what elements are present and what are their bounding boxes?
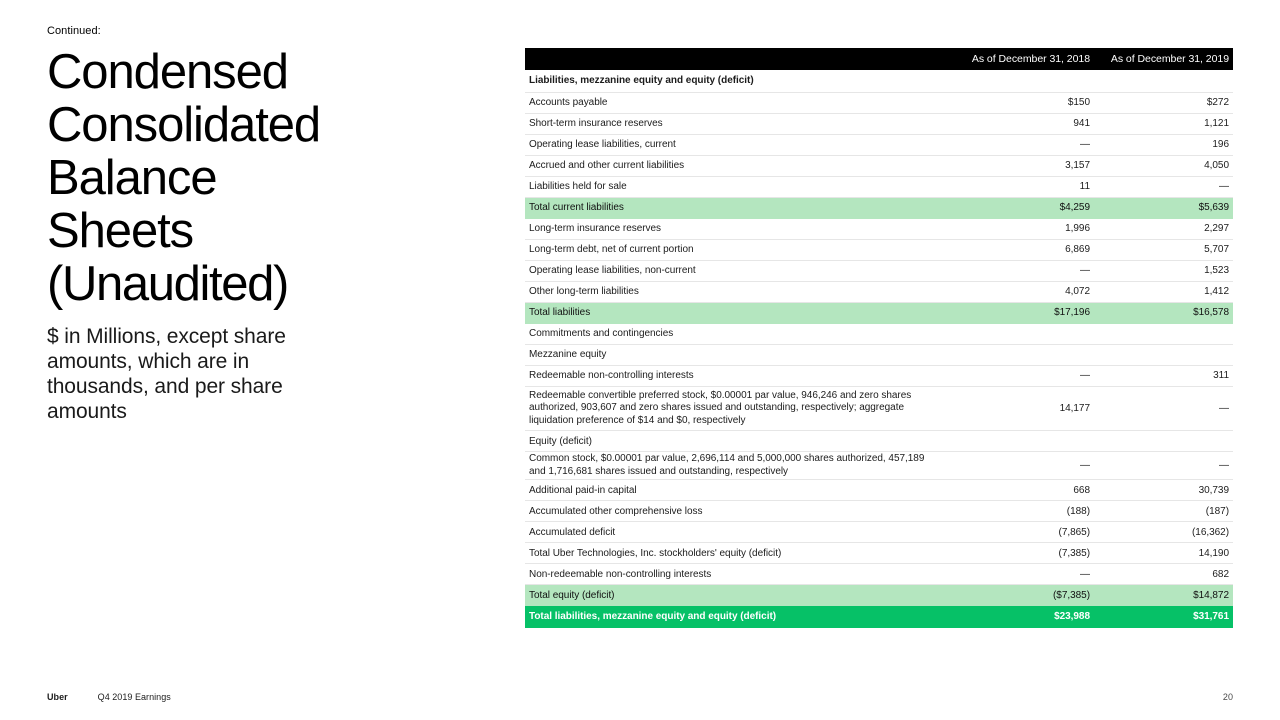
- row-label: Long-term insurance reserves: [525, 218, 955, 239]
- row-label: Liabilities, mezzanine equity and equity (deficit): [525, 70, 955, 92]
- table-row: [525, 239, 1233, 260]
- row-value-2018: —: [955, 260, 1094, 281]
- units-note: $ in Millions, except share amounts, which are in thousands, and per share amounts: [47, 325, 286, 423]
- row-label: Commitments and contingencies: [525, 323, 955, 344]
- row-label: Equity (deficit): [525, 431, 955, 452]
- table-row: [525, 218, 1233, 239]
- row-value-2019: (187): [1094, 501, 1233, 522]
- slide-footer: [47, 692, 1233, 702]
- row-value-2019: 4,050: [1094, 155, 1233, 176]
- row-label: Total current liabilities: [525, 197, 955, 218]
- table-row: [525, 260, 1233, 281]
- table-row: [525, 585, 1233, 606]
- table-row: [525, 176, 1233, 197]
- row-value-2019: $31,761: [1094, 606, 1233, 628]
- row-value-2018: ($7,385): [955, 585, 1094, 606]
- row-value-2019: 1,412: [1094, 281, 1233, 302]
- row-label: Accrued and other current liabilities: [525, 155, 955, 176]
- row-label: Total Uber Technologies, Inc. stockholders' equity (deficit): [525, 543, 955, 564]
- table-row: [525, 113, 1233, 134]
- row-value-2018: 941: [955, 113, 1094, 134]
- row-value-2018: 14,177: [955, 386, 1094, 431]
- row-value-2018: [955, 323, 1094, 344]
- table-header-row: [525, 48, 1233, 70]
- balance-sheet-table-container: [525, 48, 1233, 628]
- table-body: [525, 70, 1233, 628]
- title-line-3: Balance: [47, 151, 217, 205]
- row-value-2019: 5,707: [1094, 239, 1233, 260]
- row-value-2018: 6,869: [955, 239, 1094, 260]
- row-label: Common stock, $0.00001 par value, 2,696,114 and 5,000,000 shares authorized, 457,189 and 1,716,681 shares issued and outstanding, respectively: [525, 452, 955, 480]
- row-value-2018: —: [955, 452, 1094, 480]
- footer-brand: Uber: [47, 692, 68, 702]
- table-row: [525, 431, 1233, 452]
- table-row: [525, 365, 1233, 386]
- row-label: Accounts payable: [525, 92, 955, 113]
- table-row: [525, 197, 1233, 218]
- row-value-2019: —: [1094, 452, 1233, 480]
- row-value-2018: —: [955, 365, 1094, 386]
- table-row: [525, 344, 1233, 365]
- row-value-2019: $272: [1094, 92, 1233, 113]
- row-label: Short-term insurance reserves: [525, 113, 955, 134]
- row-value-2018: [955, 70, 1094, 92]
- row-value-2019: 1,121: [1094, 113, 1233, 134]
- row-label: Total equity (deficit): [525, 585, 955, 606]
- row-value-2019: 311: [1094, 365, 1233, 386]
- row-value-2018: 1,996: [955, 218, 1094, 239]
- row-label: Redeemable convertible preferred stock, $0.00001 par value, 946,246 and zero shares authorized, 903,607 and zero shares issued and outstanding, respectively; aggregate liquidation preference of $14 and $0, respectively: [525, 386, 955, 431]
- row-value-2018: 4,072: [955, 281, 1094, 302]
- table-row: [525, 543, 1233, 564]
- row-value-2019: 1,523: [1094, 260, 1233, 281]
- column-header-2019: As of December 31, 2019: [1094, 48, 1233, 70]
- row-value-2018: $17,196: [955, 302, 1094, 323]
- table-row: [525, 70, 1233, 92]
- row-value-2019: [1094, 70, 1233, 92]
- row-label: Total liabilities, mezzanine equity and equity (deficit): [525, 606, 955, 628]
- row-value-2019: —: [1094, 386, 1233, 431]
- row-value-2019: [1094, 344, 1233, 365]
- page-number: 20: [1222, 692, 1233, 702]
- row-value-2019: 2,297: [1094, 218, 1233, 239]
- row-value-2019: $16,578: [1094, 302, 1233, 323]
- row-value-2018: $4,259: [955, 197, 1094, 218]
- table-row: [525, 302, 1233, 323]
- row-label: Total liabilities: [525, 302, 955, 323]
- row-value-2019: [1094, 323, 1233, 344]
- row-label: Mezzanine equity: [525, 344, 955, 365]
- row-value-2018: [955, 344, 1094, 365]
- row-value-2019: 30,739: [1094, 480, 1233, 501]
- row-value-2018: [955, 431, 1094, 452]
- row-label: Additional paid-in capital: [525, 480, 955, 501]
- row-value-2019: —: [1094, 176, 1233, 197]
- row-value-2018: —: [955, 134, 1094, 155]
- title-line-1: Condensed: [47, 45, 288, 99]
- row-label: Operating lease liabilities, non-current: [525, 260, 955, 281]
- row-label: Liabilities held for sale: [525, 176, 955, 197]
- table-row: [525, 501, 1233, 522]
- column-header-label: [525, 48, 955, 70]
- row-value-2018: $150: [955, 92, 1094, 113]
- row-value-2019: 682: [1094, 564, 1233, 585]
- table-header: [525, 48, 1233, 70]
- row-value-2018: 11: [955, 176, 1094, 197]
- title-line-2: Consolidated: [47, 98, 321, 152]
- title-unaudited: (Unaudited): [47, 257, 288, 311]
- row-value-2018: (7,865): [955, 522, 1094, 543]
- row-value-2018: $23,988: [955, 606, 1094, 628]
- row-label: Non-redeemable non-controlling interests: [525, 564, 955, 585]
- table-row: [525, 92, 1233, 113]
- row-value-2018: 3,157: [955, 155, 1094, 176]
- row-label: Long-term debt, net of current portion: [525, 239, 955, 260]
- slide-heading-block: [47, 25, 487, 424]
- row-value-2018: —: [955, 564, 1094, 585]
- table-row: [525, 564, 1233, 585]
- column-header-2018: As of December 31, 2018: [955, 48, 1094, 70]
- row-label: Other long-term liabilities: [525, 281, 955, 302]
- row-label: Operating lease liabilities, current: [525, 134, 955, 155]
- page-title: [47, 46, 487, 311]
- row-value-2018: 668: [955, 480, 1094, 501]
- table-row: [525, 155, 1233, 176]
- row-value-2018: (188): [955, 501, 1094, 522]
- table-row: [525, 452, 1233, 480]
- table-row: [525, 386, 1233, 431]
- continued-label: Continued:: [47, 25, 101, 37]
- row-label: Accumulated deficit: [525, 522, 955, 543]
- row-value-2019: [1094, 431, 1233, 452]
- table-row: [525, 606, 1233, 628]
- footer-deck-name: Q4 2019 Earnings: [97, 692, 171, 702]
- row-value-2019: (16,362): [1094, 522, 1233, 543]
- table-row: [525, 323, 1233, 344]
- row-label: Accumulated other comprehensive loss: [525, 501, 955, 522]
- table-row: [525, 480, 1233, 501]
- balance-sheet-table: [525, 48, 1233, 628]
- row-label: Redeemable non-controlling interests: [525, 365, 955, 386]
- row-value-2019: $14,872: [1094, 585, 1233, 606]
- row-value-2019: 14,190: [1094, 543, 1233, 564]
- table-row: [525, 134, 1233, 155]
- row-value-2019: $5,639: [1094, 197, 1233, 218]
- row-value-2018: (7,385): [955, 543, 1094, 564]
- row-value-2019: 196: [1094, 134, 1233, 155]
- title-line-4: Sheets: [47, 204, 194, 258]
- table-row: [525, 522, 1233, 543]
- table-row: [525, 281, 1233, 302]
